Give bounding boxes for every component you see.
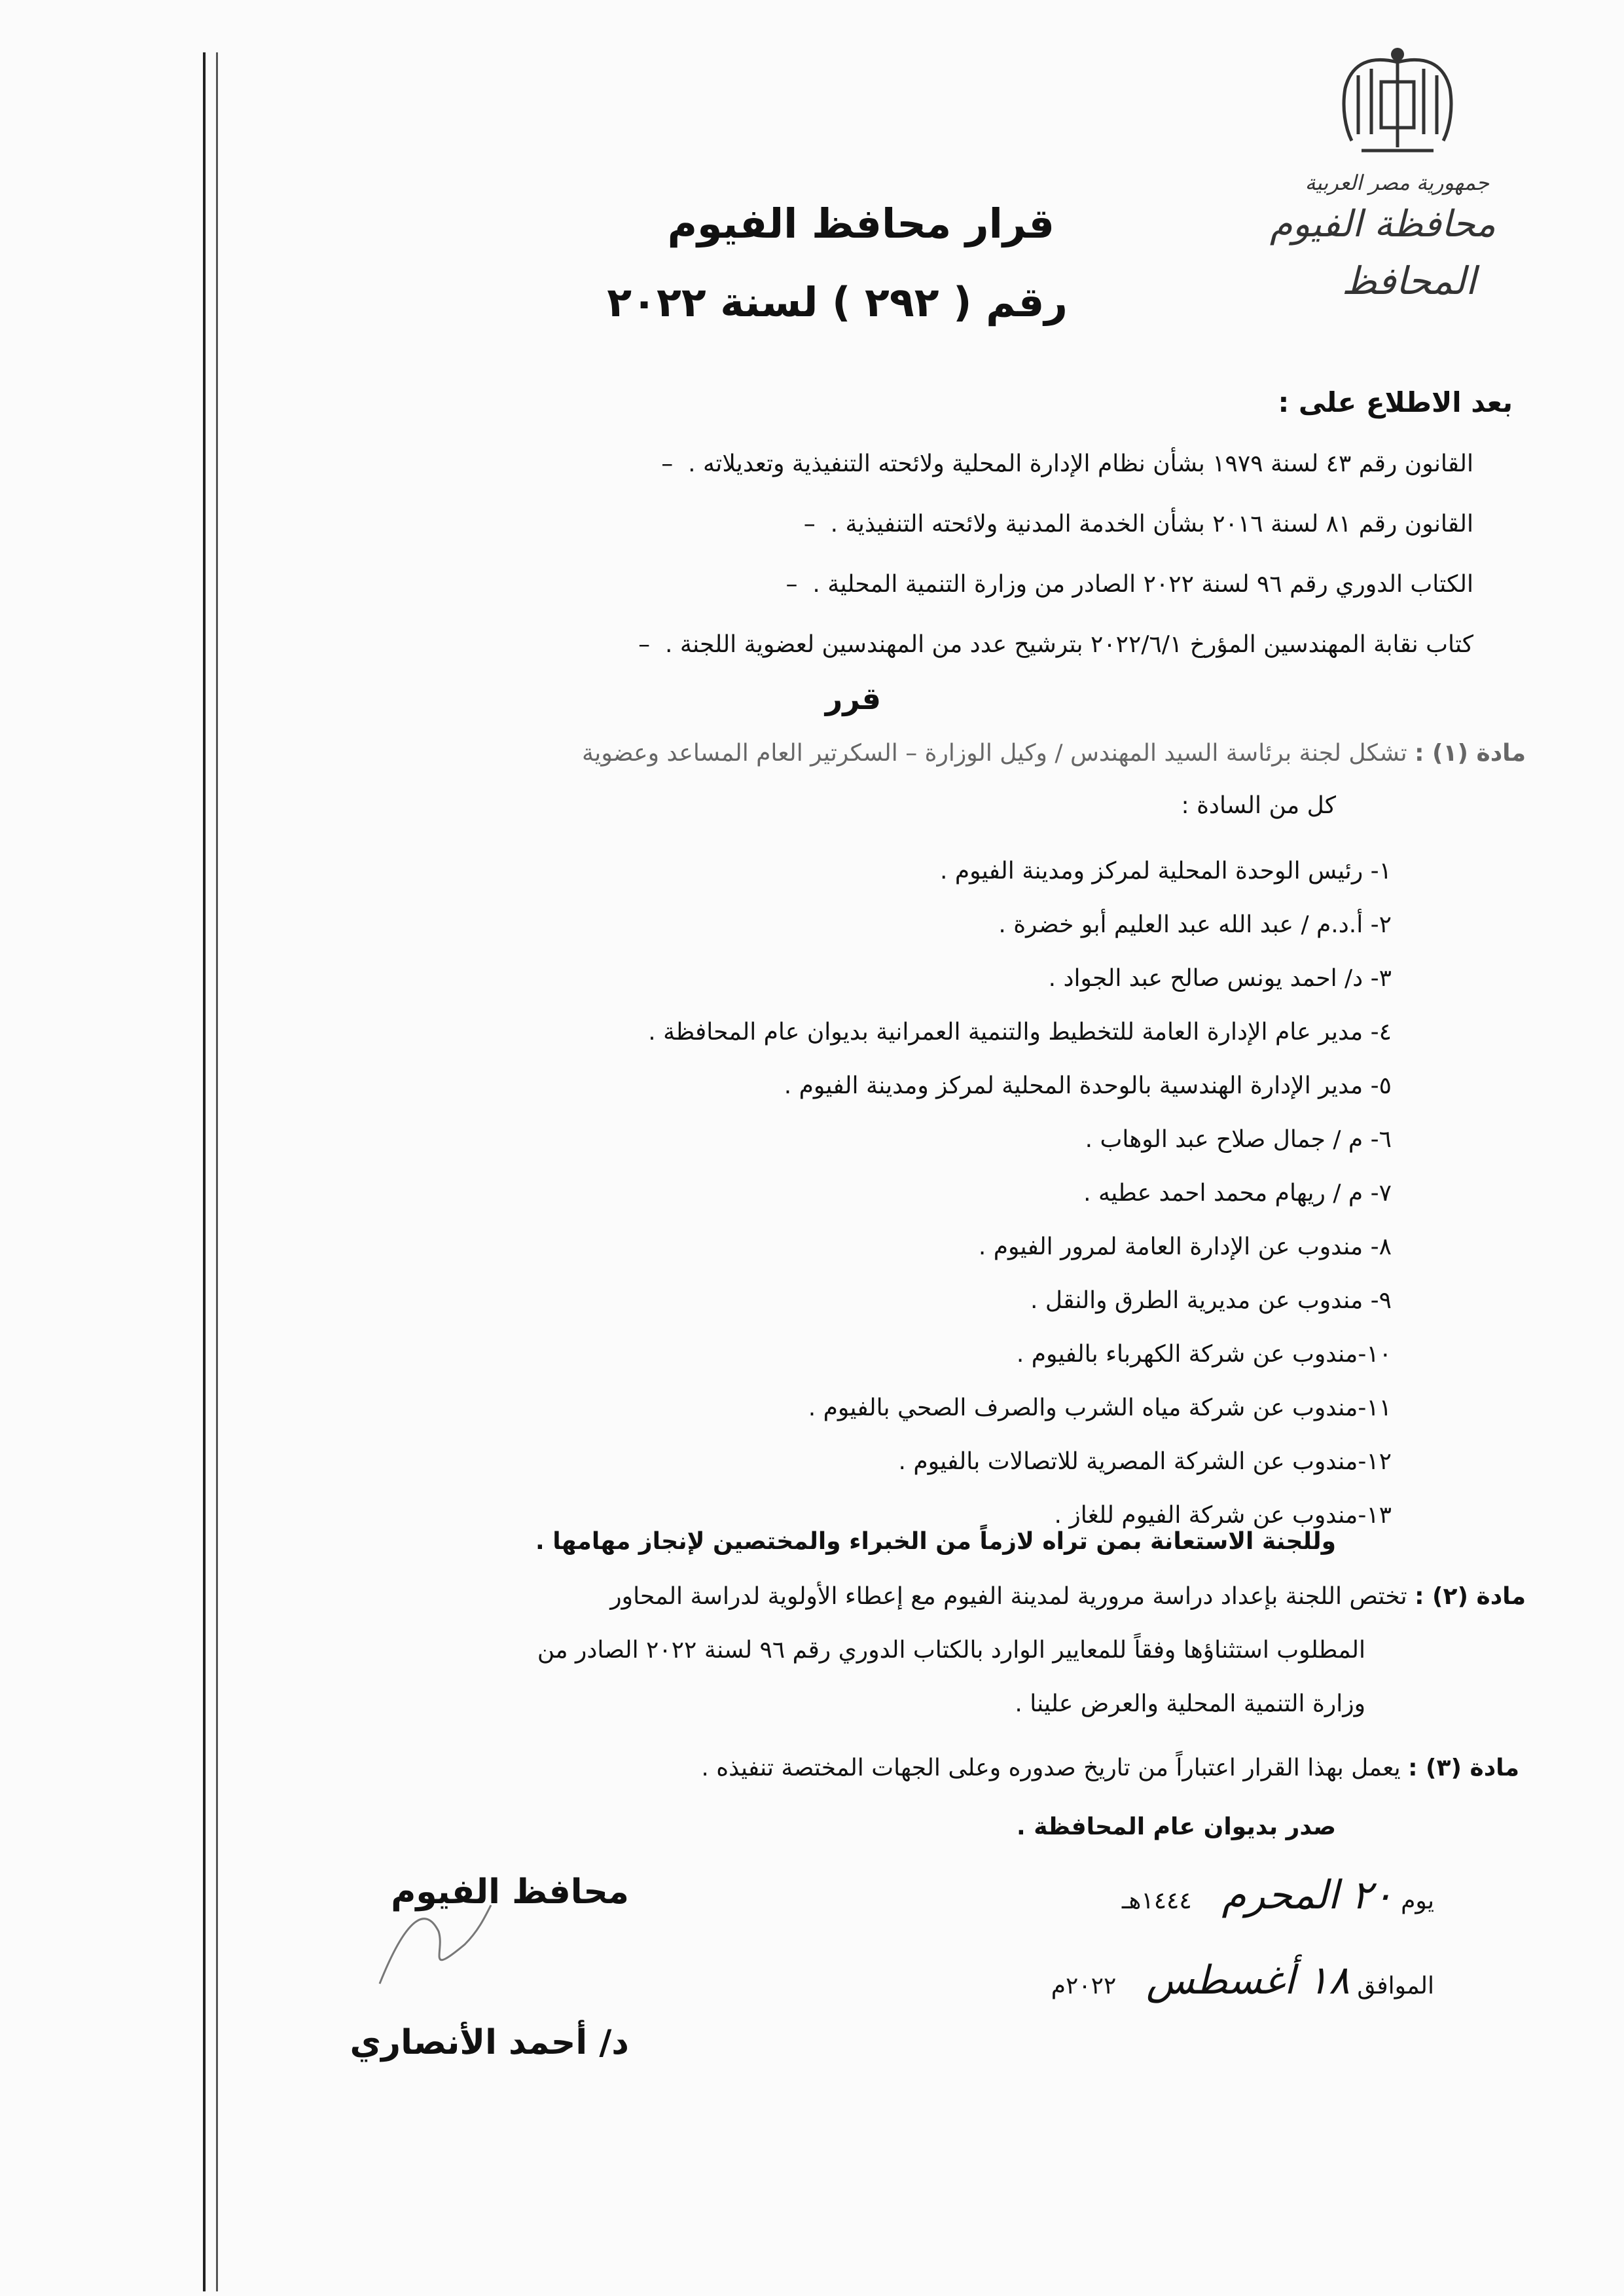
- member-item: ١١-مندوب عن شركة مياه الشرب والصرف الصحي بالفيوم .: [808, 1394, 1392, 1421]
- eagle-emblem-icon: [1299, 36, 1496, 167]
- hijri-date-handwritten: ٢٠ المحرم: [1221, 1872, 1394, 1918]
- article3-label: مادة (٣) :: [1408, 1755, 1519, 1781]
- preamble-heading: بعد الاطلاع على :: [1278, 386, 1513, 418]
- hijri-date-line: يوم ٢٠ المحرم ١٤٤٤هـ: [1121, 1872, 1434, 1918]
- member-item: ٢- أ.د.م / عبد الله عبد العليم أبو خضرة .: [998, 911, 1392, 938]
- article3-line: مادة (٣) : يعمل بهذا القرار اعتباراً من تاريخ صدوره وعلى الجهات المختصة تنفيذه .: [701, 1755, 1519, 1781]
- member-item: ٤- مدير عام الإدارة العامة للتخطيط والتنمية العمرانية بديوان عام المحافظة .: [648, 1019, 1392, 1046]
- article2-label: مادة (٢) :: [1415, 1583, 1526, 1610]
- preamble-item: الكتاب الدوري رقم ٩٦ لسنة ٢٠٢٢ الصادر من وزارة التنمية المحلية . –: [785, 571, 1473, 598]
- signature-title: محافظ الفيوم: [391, 1872, 629, 1912]
- member-item: ٧- م / ريهام محمد احمد عطيه .: [1083, 1180, 1392, 1207]
- decree-number-line: رقم ( ٢٩٢ ) لسنة ٢٠٢٢: [607, 278, 1068, 326]
- signature-name: د/ أحمد الأنصاري: [350, 2023, 629, 2062]
- margin-rule-right: [216, 52, 218, 2291]
- article1-continuation: كل من السادة :: [1181, 792, 1336, 819]
- member-item: ٨- مندوب عن الإدارة العامة لمرور الفيوم .: [978, 1233, 1392, 1260]
- member-item: ١٣-مندوب عن شركة الفيوم للغاز .: [1054, 1502, 1392, 1529]
- member-item: ١٠-مندوب عن شركة الكهرباء بالفيوم .: [1016, 1341, 1392, 1368]
- emblem-block: [1269, 36, 1496, 324]
- emblem-line-country: جمهورية مصر العربية: [1305, 170, 1489, 195]
- article2-line: مادة (٢) : تختص اللجنة بإعداد دراسة مرورية لمدينة الفيوم مع إعطاء الأولوية لدراسة المحاور: [610, 1583, 1526, 1610]
- member-item: ١٢-مندوب عن الشركة المصرية للاتصالات بالفيوم .: [898, 1448, 1392, 1475]
- signature-scribble-icon: [367, 1892, 497, 1997]
- member-item: ٩- مندوب عن مديرية الطرق والنقل .: [1030, 1287, 1392, 1314]
- member-item: ١- رئيس الوحدة المحلية لمركز ومدينة الفيوم .: [939, 858, 1392, 884]
- preamble-item: القانون رقم ٨١ لسنة ٢٠١٦ بشأن الخدمة المدنية ولائحته التنفيذية . –: [803, 511, 1473, 538]
- article1-closing: وللجنة الاستعانة بمن تراه لازماً من الخبراء والمختصين لإنجاز مهامها .: [535, 1528, 1336, 1555]
- margin-rule-left: [203, 52, 206, 2291]
- member-item: ٦- م / جمال صلاح عبد الوهاب .: [1085, 1126, 1392, 1153]
- preamble-item: القانون رقم ٤٣ لسنة ١٩٧٩ بشأن نظام الإدارة المحلية ولائحته التنفيذية وتعديلاته . –: [661, 450, 1473, 477]
- article2-line: المطلوب استثناؤها وفقاً للمعايير الوارد بالكتاب الدوري رقم ٩٦ لسنة ٢٠٢٢ الصادر من: [537, 1637, 1365, 1664]
- member-item: ٣- د/ احمد يونس صالح عبد الجواد .: [1048, 965, 1392, 992]
- article2-line: وزارة التنمية المحلية والعرض علينا .: [1015, 1690, 1365, 1717]
- greg-date-handwritten: ١٨ أغسطس: [1146, 1958, 1350, 2003]
- emblem-line-governor: المحافظ: [1341, 259, 1476, 303]
- decision-word: قرر: [825, 681, 881, 716]
- preamble-item: كتاب نقابة المهندسين المؤرخ ٢٠٢٢/٦/١ بترشيح عدد من المهندسين لعضوية اللجنة . –: [638, 631, 1473, 658]
- member-item: ٥- مدير الإدارة الهندسية بالوحدة المحلية لمركز ومدينة الفيوم .: [784, 1072, 1392, 1099]
- emblem-line-governorate: محافظة الفيوم: [1269, 203, 1496, 246]
- article1-label: مادة (١) :: [1415, 740, 1526, 767]
- issued-line: صدر بديوان عام المحافظة .: [1016, 1813, 1336, 1840]
- greg-date-line: الموافق ١٨ أغسطس ٢٠٢٢م: [1051, 1958, 1434, 2003]
- decree-title: قرار محافظ الفيوم: [667, 200, 1055, 247]
- article1-line: مادة (١) : تشكل لجنة برئاسة السيد المهندس / وكيل الوزارة – السكرتير العام المساعد وعضوية: [582, 740, 1526, 767]
